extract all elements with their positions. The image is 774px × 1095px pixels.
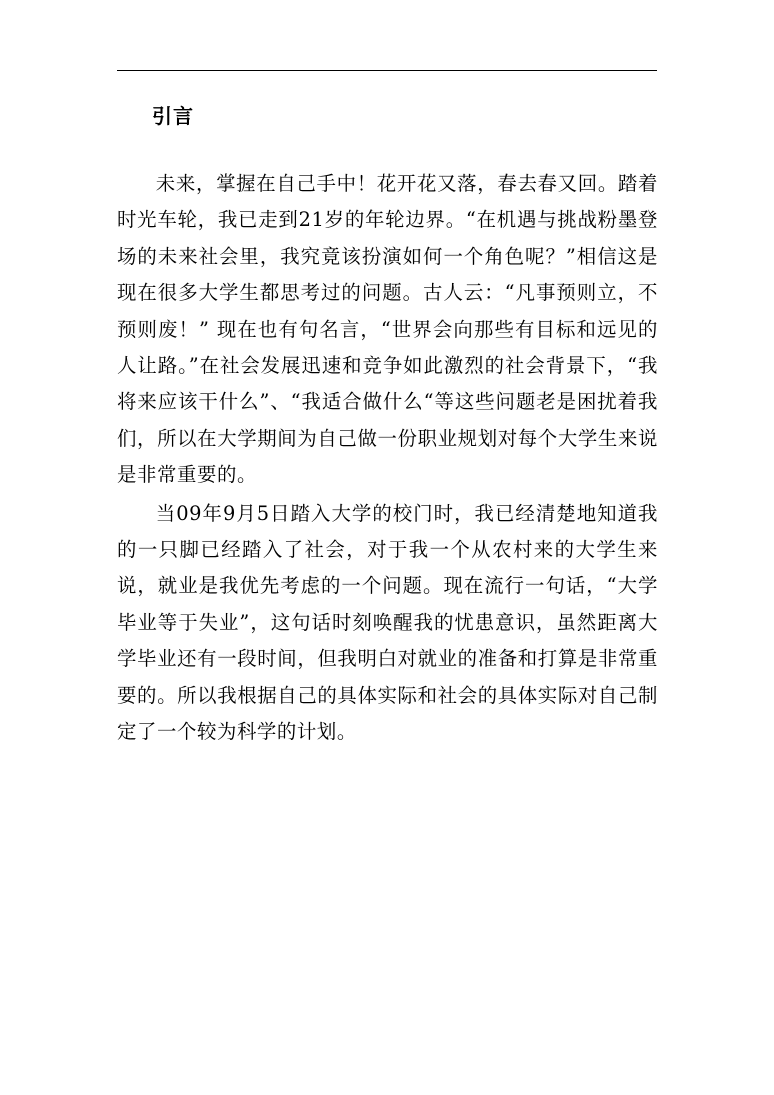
paragraph-1: 未来，掌握在自己手中！花开花又落，春去春又回。踏着时光车轮，我已走到21岁的年轮边界。“在机遇与挑战粉墨登场的未来社会里，我究竟该扮演如何一个角色呢？”相信这是现在很多大学生都思考过的问题。古人云：“凡事预则立，不预则废！” 现在也有句名言，“世界会向那些有目标和远见的人让路。”在社会发展迅速和竞争如此激烈的社会背景下，“我将来应该干什么”、“我适合做什么“等这些问题老是困扰着我们，所以在大学期间为自己做一份职业规划对每个大学生来说是非常重要的。 [117, 172, 658, 487]
body-text [117, 166, 658, 751]
section-title: 引言 [152, 104, 194, 128]
header-rule [117, 70, 657, 71]
paragraph-2: 当09年9月5日踏入大学的校门时，我已经清楚地知道我的一只脚已经踏入了社会，对于我一个从农村来的大学生来说，就业是我优先考虑的一个问题。现在流行一句话，“大学毕业等于失业”，这句话时刻唤醒我的忧患意识，虽然距离大学毕业还有一段时间，但我明白对就业的准备和打算是非常重要的。所以我根据自己的具体实际和社会的具体实际对自己制定了一个较为科学的计划。 [117, 501, 658, 744]
